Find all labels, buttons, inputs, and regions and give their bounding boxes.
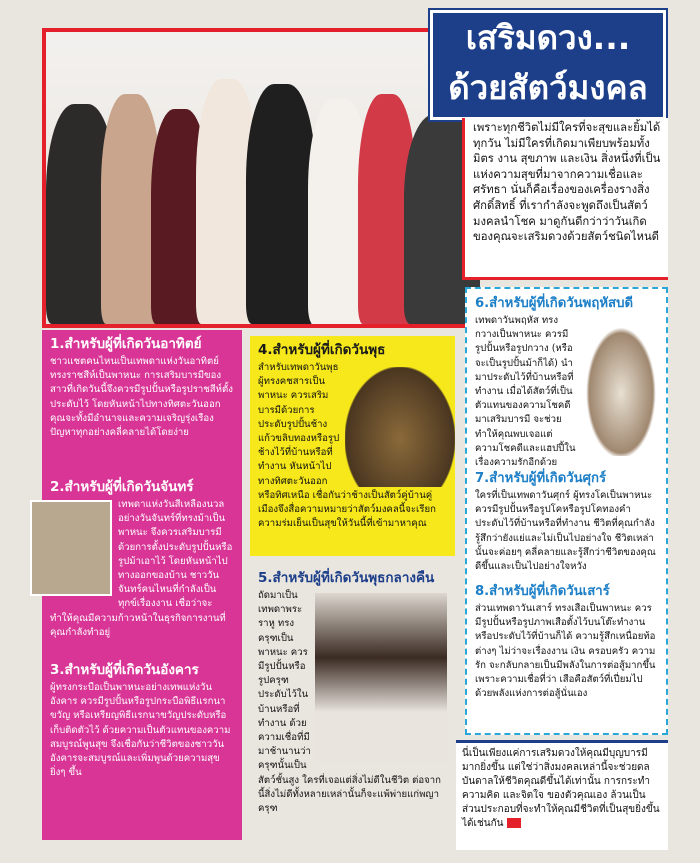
end-mark-icon	[507, 818, 521, 828]
deer-figurine-image	[580, 316, 662, 456]
section-body-wednesday: สำหรับเทพดาวันพุธ ผู้ทรงคชสารเป็นพาหนะ ควรเสริมบารมีด้วยการประดับรูปปั้นช้างแก้วขลิบทองหรือรูปช้างไว้ที่บ้านหรือที่ทำงาน หันหน้าไปทางทิศตะวันออกหรือทิศเหนือ เชื่อกันว่าช้างเป็นสัตว์คู่บ้านคู่เมืองจึงสื่อความหมายว่าสัตว์มงคลนี้จะเรียกความร่มเย็นเป็นสุขให้วันนี้ที่เข้ามาหาคุณ	[258, 362, 436, 530]
section-title-monday: 2.สำหรับผู้ที่เกิดวันจันทร์	[50, 479, 194, 495]
section-body-thursday: เทพดาวันพฤหัส ทรงกวางเป็นพาหนะ ควรมีรูปปั้นหรือรูปกวาง (หรือจะเป็นรูปปั้นม้าก็ได้) นำมาประดับไว้ที่บ้านหรือที่ทำงาน เมื่อได้สัตว์ที่เป็นตัวแทนของความโชคดีมาเสริมบารมี จะช่วยทำให้คุณพบเจอแต่ความโชคดีและแฮปปี้ในเรื่องความรักอีกด้วย	[475, 315, 576, 469]
section-body-wednesday-night: ถัดมาเป็นเทพดาพระราหู ทรงครุฑเป็นพาหนะ ควรมีรูปปั้นหรือรูปครุฑประดับไว้ในบ้านหรือที่ทำงาน ด้วยความเชื่อที่มีมาช้านานว่าครุฑนั้นเป็นสัตว์ชั้นสูง ใครที่เจอแต่สิ่งไม่ดีในชีวิต ต่อจากนี้สิ่งไม่ดีทั้งหลายเหล่านั้นก็จะแพ้พ่ายแก่พญาครุฑ	[258, 590, 441, 815]
section-body-tuesday: ผู้ทรงกระบือเป็นพาหนะอย่างเทพแห่งวันอังคาร ควรมีรูปปั้นหรือรูปกระบือพิธีแรกนาขวัญ หรือเหรียญพิธีแรกนาขวัญประดับหรือเก็บติดตัวไว้ ด้วยความเป็นตัวแทนของความสมบูรณ์พูนสุข จึงเชื่อกันว่าชีวิตของชาววันอังคารจะสมบูรณ์และเพิ่มพูนด้วยความสุขยิ่งๆ ขึ้น	[50, 682, 231, 779]
woman-portrait-image	[315, 593, 447, 763]
purple-column	[42, 330, 242, 840]
intro-text: เพราะทุกชีวิตไม่มีใครที่จะสุขและยิ้มได้ทุกวัน ไม่มีใครที่เกิดมาเพียบพร้อมทั้งมิตร งาน สุขภาพ และเงิน สิ่งหนึ่งที่เป็นแห่งความสุขที่มาจากความเชื่อและศรัทธา นั่นก็คือเรื่องของเครื่องรางสิ่งศักดิ์สิทธิ์ ที่เรากำลังจะพูดถึงเป็นสัตว์มงคลนำโชค มาดูกันดีกว่าว่าวันเกิดของคุณจะเสริมดวงด้วยสัตว์ชนิดไหนดี	[462, 118, 668, 280]
group-photo	[42, 28, 480, 328]
section-body-saturday: ส่วนเทพดาวันเสาร์ ทรงเสือเป็นพาหนะ ควรมีรูปปั้นหรือรูปภาพเสือตั้งไว้บนโต๊ะทำงานหรือประดับไว้ที่บ้านก็ได้ ความรู้สึกเหนื่อยท้อต่างๆ ไม่ว่าจะเรื่องงาน เงิน ครอบครัว ความรัก จะกลับกลายเป็นมีพลังในการต่อสู้มากขึ้น เพราะความเชื่อที่ว่า เสือคือสัตว์ที่เปี่ยมไปด้วยพลังแห่งการต่อสู้นั่นเอง	[475, 603, 656, 700]
section-title-wednesday: 4.สำหรับผู้ที่เกิดวันพุธ	[258, 342, 386, 358]
closing-text	[456, 740, 668, 850]
section-title-sunday: 1.สำหรับผู้ที่เกิดวันอาทิตย์	[50, 336, 202, 352]
section-title-friday: 7.สำหรับผู้ที่เกิดวันศุกร์	[475, 471, 607, 486]
section-title-wednesday-night: 5.สำหรับผู้ที่เกิดวันพุธกลางคืน	[258, 570, 435, 586]
monday-photo	[30, 500, 112, 596]
section-title-thursday: 6.สำหรับผู้ที่เกิดวันพฤหัสบดี	[475, 296, 634, 311]
section-body-friday: ใครที่เป็นเทพดาวันศุกร์ ผู้ทรงโคเป็นพาหนะ ควรมีรูปปั้นหรือรูปโคหรือรูปโคทองคำประดับไว้ที่บ้านหรือที่ทำงาน ชีวิตที่คุณกำลังรู้สึกว่ายังแย่และไม่เป็นไปอย่างใจ ชีวิตเหล่านั้นจะค่อยๆ คลี่คลายและรู้สึกว่าชีวิตของคุณดีขึ้นและเป็นไปอย่างใจหวัง	[475, 490, 656, 573]
closing-paragraph: นี่เป็นเพียงแค่การเสริมดวงให้คุณมีบุญบารมีมากยิ่งขึ้น แต่ใช่ว่าสิ่งมงคลเหล่านี้จะช่วยดลบันดาลให้ชีวิตคุณดีขึ้นได้เท่านั้น การกระทำ ความคิด และจิตใจ ของตัวคุณเอง ล้วนเป็นส่วนประกอบที่จะทำให้คุณมีชีวิตที่เป็นสุขยิ่งขึ้นได้เช่นกัน	[462, 748, 660, 829]
section-title-saturday: 8.สำหรับผู้ที่เกิดวันเสาร์	[475, 584, 610, 599]
headline-line1: เสริมดวง...	[465, 18, 631, 57]
section-body-sunday: ชาวแชตคนไหนเป็นเทพดาแห่งวันอาทิตย์ ทรงราชสีห์เป็นพาหนะ การเสริมบารมีของสาวที่เกิดวันนี้จึงควรมีรูปปั้นหรือรูปราชสีห์ตั้งประดับไว้ โดยหันหน้าไปทางทิศตะวันออก คุณจะทั้งมีอำนาจและความเจริญรุ่งเรือง ปัญหาทุกอย่างคลี่คลายได้โดยง่าย	[50, 356, 233, 439]
headline-box	[430, 10, 666, 120]
section-body-monday: เทพดาแห่งวันสีเหลืองนวลอย่างวันจันทร์ที่ทรงม้าเป็นพาหนะ จึงควรเสริมบารมีด้วยการตั้งประดับรูปปั้นหรือรูปม้าเอาไว้ โดยหันหน้าไปทางออกของบ้าน ชาววันจันทร์คนไหนที่กำลังเป็นทุกข์เรื่องงาน เชื่อว่าจะทำให้คุณมีความก้าวหน้าในธุรกิจการงานที่คุณกำลังทำอยู่	[50, 499, 233, 638]
wednesday-night-section	[250, 566, 455, 842]
cyan-column	[465, 287, 668, 735]
elephant-figurine-image	[345, 367, 455, 487]
yellow-box-wednesday	[250, 336, 455, 556]
headline-line2: ด้วยสัตว์มงคล	[448, 68, 648, 107]
section-title-tuesday: 3.สำหรับผู้ที่เกิดวันอังคาร	[50, 662, 199, 678]
